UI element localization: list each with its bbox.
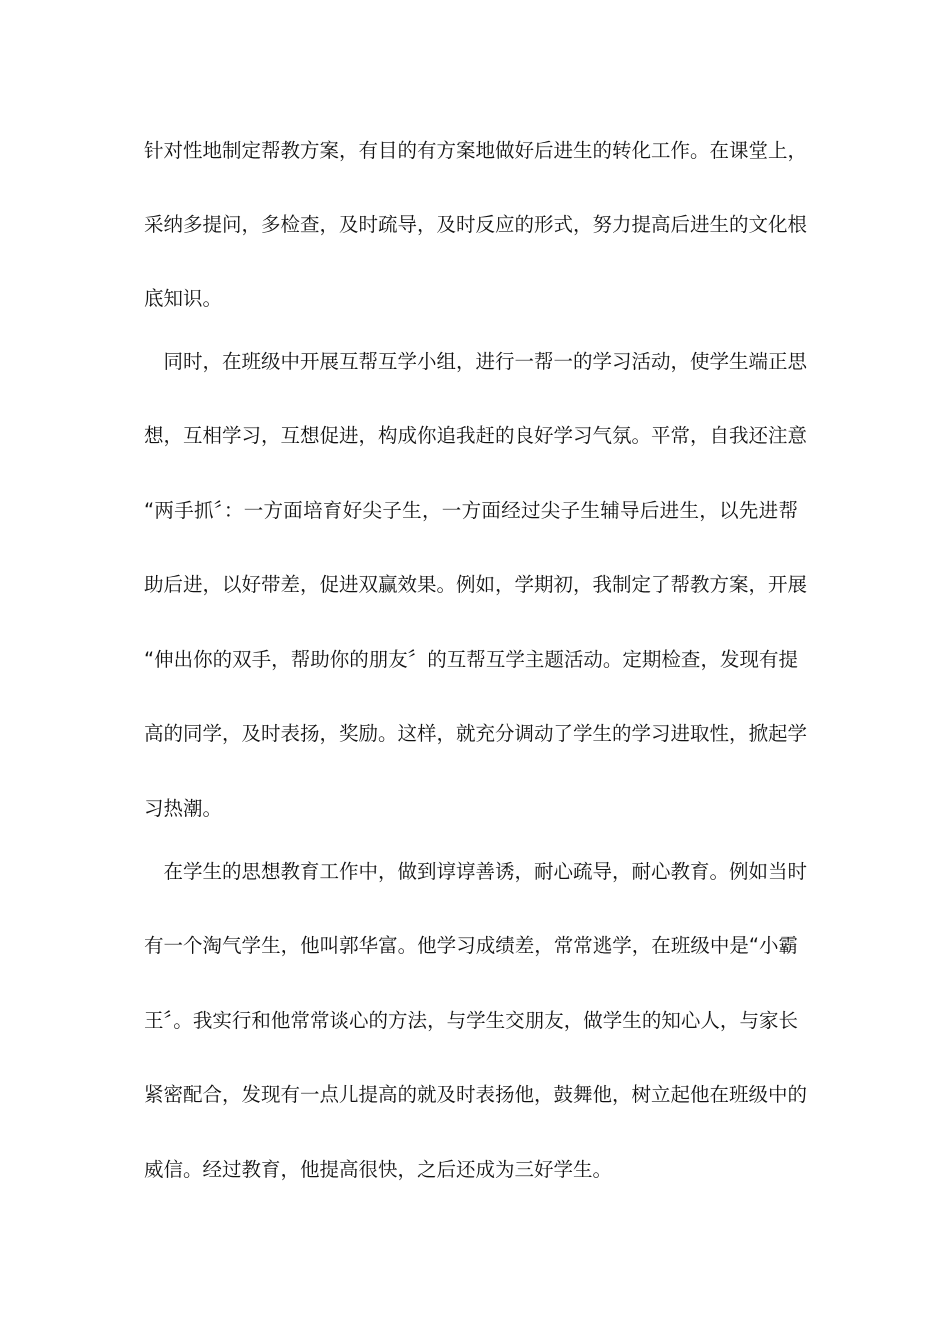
text-line: 同时，在班级中开展互帮互学小组，进行一帮一的学习活动，使学生端正思 xyxy=(144,350,808,373)
text-line: “伸出你的双手，帮助你的朋友〞的互帮互学主题活动。定期检查，发现有提 xyxy=(144,648,798,671)
text-line: 紧密配合，发现有一点儿提高的就及时表扬他，鼓舞他，树立起他在班级中的 xyxy=(144,1083,808,1106)
text-line: 助后进，以好带差，促进双赢效果。例如，学期初，我制定了帮教方案，开展 xyxy=(144,573,808,596)
text-line: “两手抓〞：一方面培育好尖子生，一方面经过尖子生辅导后进生，以先进帮 xyxy=(144,499,798,522)
text-line: 习热潮。 xyxy=(144,797,223,820)
text-line: 王〞。我实行和他常常谈心的方法，与学生交朋友，做学生的知心人，与家长 xyxy=(144,1009,798,1032)
text-line: 底知识。 xyxy=(144,287,223,310)
text-line: 采纳多提问，多检查，及时疏导，及时反应的形式，努力提高后进生的文化根 xyxy=(144,213,808,236)
text-line: 想，互相学习，互想促进，构成你追我赶的良好学习气氛。平常，自我还注意 xyxy=(144,424,808,447)
text-line: 高的同学，及时表扬，奖励。这样，就充分调动了学生的学习进取性，掀起学 xyxy=(144,722,808,745)
text-line: 有一个淘气学生，他叫郭华富。他学习成绩差，常常逃学，在班级中是“小霸 xyxy=(144,934,798,957)
text-line: 在学生的思想教育工作中，做到谆谆善诱，耐心疏导，耐心教育。例如当时 xyxy=(144,860,808,883)
text-line: 针对性地制定帮教方案，有目的有方案地做好后进生的转化工作。在课堂上， xyxy=(144,139,808,162)
text-line: 威信。经过教育，他提高很快，之后还成为三好学生。 xyxy=(144,1158,613,1181)
